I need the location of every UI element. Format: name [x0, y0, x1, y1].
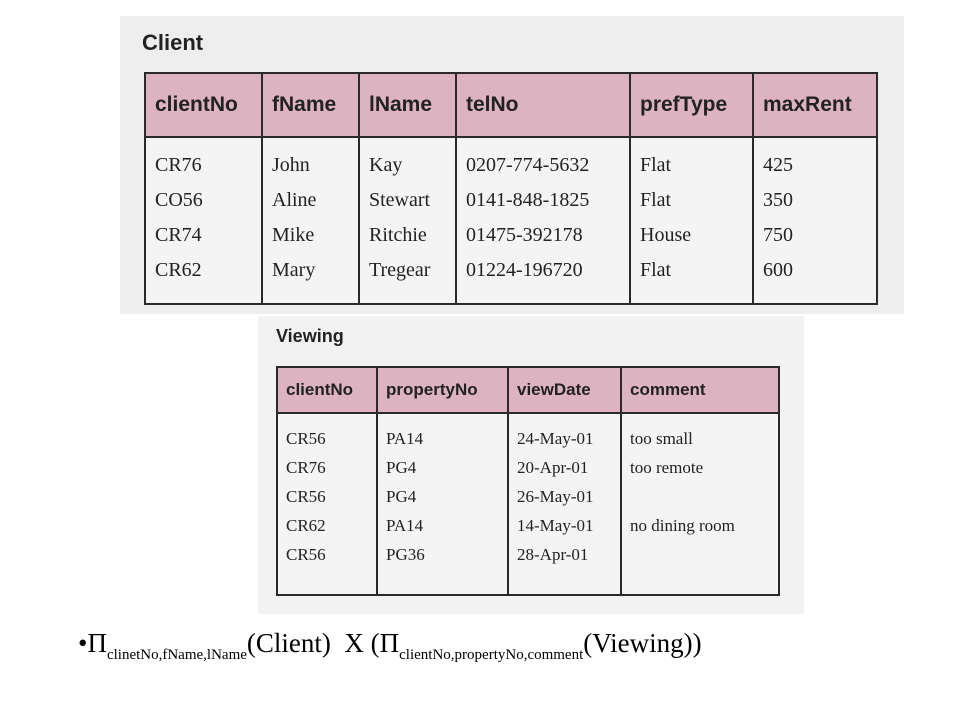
- viewing-comment-cell: [621, 413, 779, 595]
- client-header-telno: telNo: [456, 73, 630, 137]
- client-value: Flat: [640, 189, 672, 211]
- viewing-value: 14-May-01: [517, 516, 594, 535]
- client-value: CR62: [155, 259, 202, 281]
- viewing-header-comment: comment: [621, 367, 779, 413]
- client-value: Ritchie: [369, 224, 427, 246]
- client-table-title: Client: [142, 30, 204, 55]
- client-clientno-cell: [145, 137, 262, 304]
- open-paren: (: [370, 628, 380, 658]
- client-value: 01224-196720: [466, 259, 583, 281]
- client-header-fname: fName: [262, 73, 359, 137]
- client-value: 0207-774-5632: [466, 154, 590, 176]
- projection-symbol: Π: [379, 628, 400, 658]
- viewing-value: 28-Apr-01: [517, 545, 589, 564]
- viewing-header-propertyno: propertyNo: [377, 367, 508, 413]
- projection-symbol: Π: [87, 628, 107, 658]
- client-value: 0141-848-1825: [466, 189, 590, 211]
- viewing-clientno-cell: [277, 413, 377, 595]
- client-value: 01475-392178: [466, 224, 583, 246]
- client-lname-cell: [359, 137, 456, 304]
- cartesian-product-operator: X: [344, 628, 364, 658]
- client-value: 425: [763, 154, 793, 176]
- client-value: 350: [763, 189, 793, 211]
- client-data-row: [145, 137, 877, 304]
- viewing-value: too remote: [630, 458, 704, 477]
- client-value: John: [272, 154, 310, 176]
- client-header-row: [145, 73, 877, 137]
- client-preftype-cell: [630, 137, 753, 304]
- viewing-header-clientno: clientNo: [277, 367, 377, 413]
- viewing-value: 26-May-01: [517, 487, 594, 506]
- client-fname-cell: [262, 137, 359, 304]
- viewing-value: CR76: [286, 458, 326, 477]
- client-maxrent-cell: [753, 137, 877, 304]
- viewing-value: CR56: [286, 487, 326, 506]
- viewing-value: CR56: [286, 429, 326, 448]
- viewing-value: PG4: [386, 458, 417, 477]
- client-value: Stewart: [369, 189, 431, 211]
- viewing-header-viewdate: viewDate: [508, 367, 621, 413]
- client-table: [144, 72, 878, 305]
- viewing-propertyno-cell: [377, 413, 508, 595]
- viewing-value: 20-Apr-01: [517, 458, 589, 477]
- viewing-value: [630, 540, 778, 569]
- client-value: Mary: [272, 259, 316, 281]
- relation-name: (Client): [246, 628, 331, 658]
- client-value: 600: [763, 259, 793, 281]
- client-header-preftype: prefType: [630, 73, 753, 137]
- client-value: Tregear: [369, 259, 431, 281]
- viewing-value: no dining room: [630, 516, 735, 535]
- client-header-clientno: clientNo: [145, 73, 262, 137]
- viewing-value: too small: [630, 429, 693, 448]
- viewing-value: CR62: [286, 516, 326, 535]
- client-header-maxrent: maxRent: [753, 73, 877, 137]
- viewing-value: [630, 482, 778, 511]
- viewing-value: PG4: [386, 487, 417, 506]
- viewing-value: CR56: [286, 545, 326, 564]
- client-value: Flat: [640, 259, 672, 281]
- projection-attributes: clinetNo,fName,lName: [106, 647, 247, 663]
- client-value: CR74: [155, 224, 202, 246]
- client-value: 750: [763, 224, 793, 246]
- projection-attributes: clientNo,propertyNo,comment: [399, 647, 584, 663]
- client-header-lname: lName: [359, 73, 456, 137]
- client-telno-cell: [456, 137, 630, 304]
- viewing-value: PA14: [386, 429, 424, 448]
- viewing-value: PG36: [386, 545, 425, 564]
- viewing-value: 24-May-01: [517, 429, 594, 448]
- client-value: CR76: [155, 154, 202, 176]
- client-value: Aline: [272, 189, 317, 211]
- client-value: House: [640, 224, 692, 246]
- viewing-value: PA14: [386, 516, 424, 535]
- relational-algebra-expression: [78, 628, 702, 664]
- viewing-header-row: [277, 367, 779, 413]
- client-value: Mike: [272, 224, 315, 246]
- client-value: Kay: [369, 154, 403, 176]
- client-value: Flat: [640, 154, 672, 176]
- client-value: CO56: [155, 189, 203, 211]
- relation-name: (Viewing)): [583, 628, 702, 658]
- bullet: •: [78, 628, 88, 658]
- viewing-table-title: Viewing: [276, 326, 344, 346]
- viewing-data-row: [277, 413, 779, 595]
- viewing-table: [276, 366, 780, 596]
- viewing-viewdate-cell: [508, 413, 621, 595]
